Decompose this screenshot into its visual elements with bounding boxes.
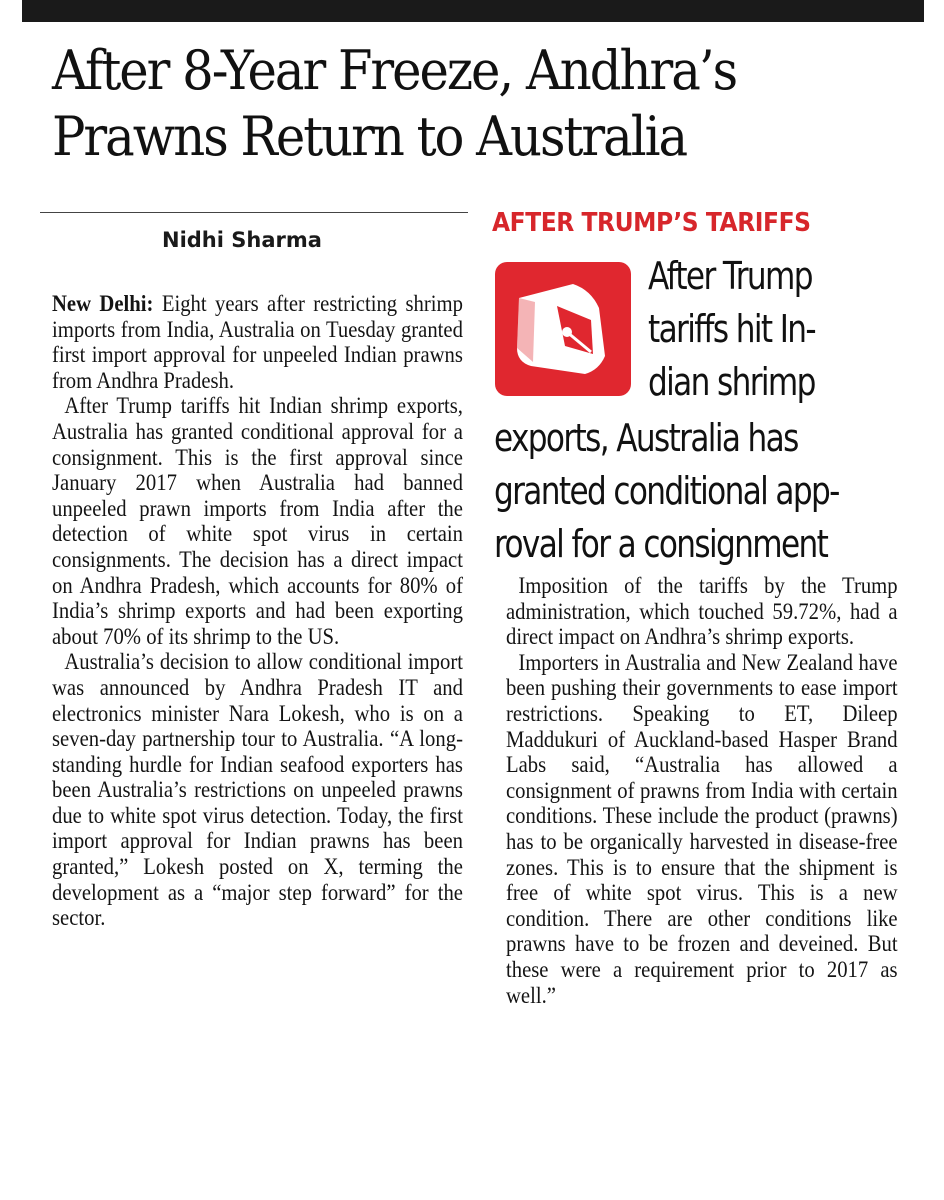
dateline: New Delhi: — [52, 291, 154, 317]
pull-quote-line: After Trump — [648, 254, 812, 298]
headline — [52, 38, 834, 170]
byline-rule — [40, 212, 468, 213]
paragraph-text: Eight years after restricting shrimp imports from India, Australia on Tuesday granted first import approval for unpeeled Indian prawns from Andhra Pradesh. — [52, 291, 463, 394]
article-paragraph: Imposition of the tariffs by the Trump administration, which touched 59.72%, had a direct impact on Andhra’s shrimp exports. — [506, 573, 898, 651]
pull-quote-line: tariffs hit In- — [648, 307, 815, 351]
article-paragraph: Importers in Australia and New Zealand have been pushing their governments to ease import restrictions. Speaking to ET, Dileep Maddukuri of Auckland-based Hasper Brand Labs said, “Australia has allowed a consignment of prawns from India with certain conditions. These include the product (prawns) has to be organically harvested in disease-free zones. This is to ensure that the shipment is free of white spot virus. This is a new condition. There are other conditions like prawns have to be frozen and deveined. But these were a requirement prior to 2017 as well.” — [506, 649, 898, 1009]
pull-quote-top — [648, 250, 815, 409]
pull-quote-line: roval for a consignment — [494, 522, 828, 566]
article-paragraph: After Trump tariffs hit Indian shrimp exports, Australia has granted conditional approval for a consignment. This is the first approval since January 2017 when Australia had banned unpeeled prawn imports from India after the detection of white spot virus in certain consignments. The decision has a direct impact on Andhra Pradesh, which accounts for 80% of India’s shrimp exports and had been exporting about 70% of its shrimp to the US. — [52, 393, 463, 650]
headline-line-2: Prawns Return to Australia — [52, 105, 687, 168]
right-column — [506, 574, 898, 1009]
byline: Nidhi Sharma — [162, 228, 322, 252]
section-kicker: AFTER TRUMP’S TARIFFS — [492, 208, 811, 238]
fountain-pen-nib-icon — [495, 262, 631, 396]
article-paragraph — [52, 292, 463, 394]
pull-quote-line: granted conditional app- — [494, 469, 839, 513]
pull-quote-bottom — [494, 412, 839, 571]
left-column — [52, 292, 463, 932]
article-paragraph: Australia’s decision to allow conditional import was announced by Andhra Pradesh IT and electronics minister Nara Lokesh, who is on a seven-day partnership tour to Australia. “A long-standing hurdle for Indian seafood exporters has been Australia’s restrictions on unpeeled prawns due to white spot virus detection. Today, the first import approval for Indian prawns has been granted,” Lokesh posted on X, terming the development as a “major step forward” for the sector. — [52, 649, 463, 932]
pull-quote-line: dian shrimp — [648, 360, 815, 404]
top-black-bar — [22, 0, 924, 22]
pull-quote-line: exports, Australia has — [494, 416, 798, 460]
headline-line-1: After 8-Year Freeze, Andhra’s — [52, 39, 737, 102]
